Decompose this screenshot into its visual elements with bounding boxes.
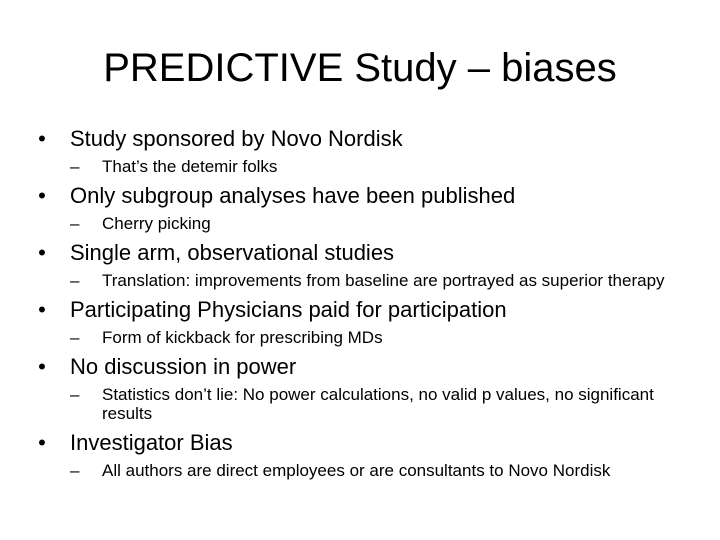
sub-bullet-marker: – [70,271,80,290]
bullet-text: Single arm, observational studies [70,240,395,265]
bullet-marker: • [38,430,46,455]
sub-bullet [70,328,690,347]
sub-bullet [70,461,690,480]
sub-bullet-text: Form of kickback for prescribing MDs [102,328,383,347]
bullet-text: Participating Physicians paid for participation [70,297,507,322]
slide-title: PREDICTIVE Study – biases [103,46,617,90]
bullet-item [30,354,690,423]
bullet-text: Study sponsored by Novo Nordisk [70,126,403,151]
bullet-marker: • [38,354,46,379]
sub-bullet-marker: – [70,328,80,347]
sub-bullet [70,214,690,233]
sub-bullet-text: That’s the detemir folks [102,157,278,176]
bullet-item [30,183,690,233]
bullet-item [30,430,690,480]
bullet-text: Investigator Bias [70,430,233,455]
bullet-text: Only subgroup analyses have been published [70,183,516,208]
sub-bullet [70,385,690,423]
sub-bullet-marker: – [70,157,80,176]
sub-bullet-marker: – [70,214,80,233]
bullet-item [30,297,690,347]
bullet-marker: • [38,240,46,265]
sub-bullet-text: Statistics don’t lie: No power calculations, no valid p values, no significant results [102,385,654,423]
bullet-list [30,126,690,480]
sub-bullet-text: Cherry picking [102,214,211,233]
sub-bullet [70,271,690,290]
sub-bullet-text: Translation: improvements from baseline are portrayed as superior therapy [102,271,665,290]
bullet-marker: • [38,297,46,322]
bullet-marker: • [38,126,46,151]
bullet-item [30,126,690,176]
bullet-text: No discussion in power [70,354,297,379]
bullet-marker: • [38,183,46,208]
sub-bullet-text: All authors are direct employees or are consultants to Novo Nordisk [102,461,611,480]
sub-bullet-marker: – [70,461,80,480]
sub-bullet [70,157,690,176]
bullet-item [30,240,690,290]
sub-bullet-marker: – [70,385,80,404]
